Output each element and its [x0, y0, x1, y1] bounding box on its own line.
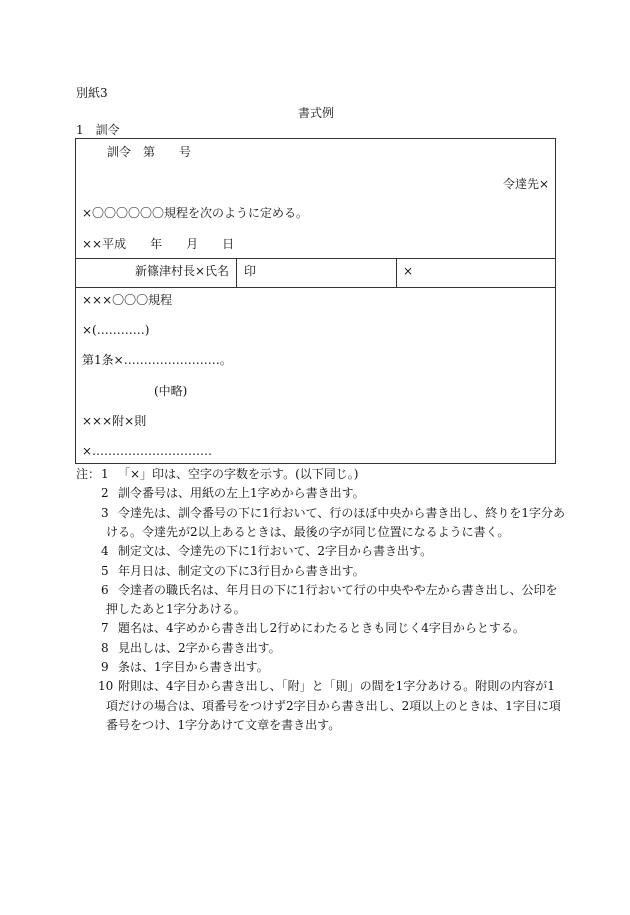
note-text-line: 条は、1字目から書き出す。 — [118, 660, 269, 674]
note-text-line: 附則は、4字目から書き出し、「附」と「則」の間を1字分あける。附則の内容が1 — [118, 679, 555, 694]
note-number: 7 — [101, 621, 109, 636]
divider-bottom — [76, 287, 555, 288]
omission-note: (中略) — [154, 384, 188, 398]
note-number: 2 — [101, 486, 109, 501]
recipient: 令達先× — [502, 177, 549, 191]
note-text-line: 年月日は、制定文の下に3行目から書き出す。 — [118, 563, 365, 578]
note-number: 1 — [101, 467, 109, 481]
annex-label: 別紙3 — [76, 86, 108, 100]
note-text-line: 押したあと1字分あける。 — [106, 602, 246, 617]
note-text-line: 令達者の職氏名は、年月日の下に1行おいて行の中央やや左から書き出し、公印を — [118, 582, 558, 597]
section-heading: 1 訓令 — [76, 123, 120, 137]
blank-mark: × — [403, 264, 414, 278]
seal-mark: 印 — [244, 264, 257, 278]
note-text-line: 令達先は、訓令番号の下に1行おいて、行のほぼ中央から書き出し、終りを1字分あ — [118, 505, 566, 520]
rule-title: ×××〇〇〇規程 — [82, 293, 173, 307]
note-number: 9 — [101, 660, 109, 674]
note-number: 10 — [98, 679, 114, 694]
notes-prefix: 注： — [76, 467, 101, 481]
supplementary-heading: ×××附×則 — [82, 414, 147, 428]
signer-name: 新篠津村長×氏名 — [135, 264, 230, 278]
note-text-line: ける。令達先が2以上あるときは、最後の字が同じ位置になるように書く。 — [106, 524, 510, 539]
note-text-line: 番号をつけ、1字分あけて文章を書き出す。 — [106, 717, 341, 732]
note-text-line: 「×」印は、空字の字数を示す。(以下同じ。) — [118, 467, 359, 481]
form-example-box — [75, 138, 556, 464]
note-number: 6 — [101, 582, 109, 597]
enactment-date: ××平成 年 月 日 — [82, 237, 235, 251]
parenthetical: ×(…………) — [82, 323, 150, 337]
kunrei-number: 訓令 第 号 — [107, 145, 192, 159]
divider-top — [76, 258, 555, 259]
enactment-sentence: ×〇〇〇〇〇〇規程を次のように定める。 — [82, 206, 309, 220]
note-text-line: 訓令番号は、用紙の左上1字めから書き出す。 — [118, 486, 365, 501]
note-number: 8 — [101, 640, 109, 655]
note-text-line: 項だけの場合は、項番号をつけず2字目から書き出し、2項以上のときは、1字目に項 — [106, 698, 561, 713]
final-dots: ×………………………… — [82, 444, 213, 458]
note-text-line: 見出しは、2字から書き出す。 — [118, 640, 281, 655]
divider-seal — [396, 258, 397, 287]
note-number: 5 — [101, 563, 109, 578]
note-text-line: 題名は、4字めから書き出し2行めにわたるときも同じく4字目からとする。 — [118, 621, 525, 636]
article-one: 第1条×……………………。 — [82, 353, 232, 367]
note-text-line: 制定文は、令達先の下に1行おいて、2字目から書き出す。 — [118, 544, 433, 559]
divider-signer — [236, 258, 237, 287]
note-number: 3 — [101, 505, 109, 520]
page-title: 書式例 — [298, 106, 335, 120]
note-number: 4 — [101, 544, 109, 559]
